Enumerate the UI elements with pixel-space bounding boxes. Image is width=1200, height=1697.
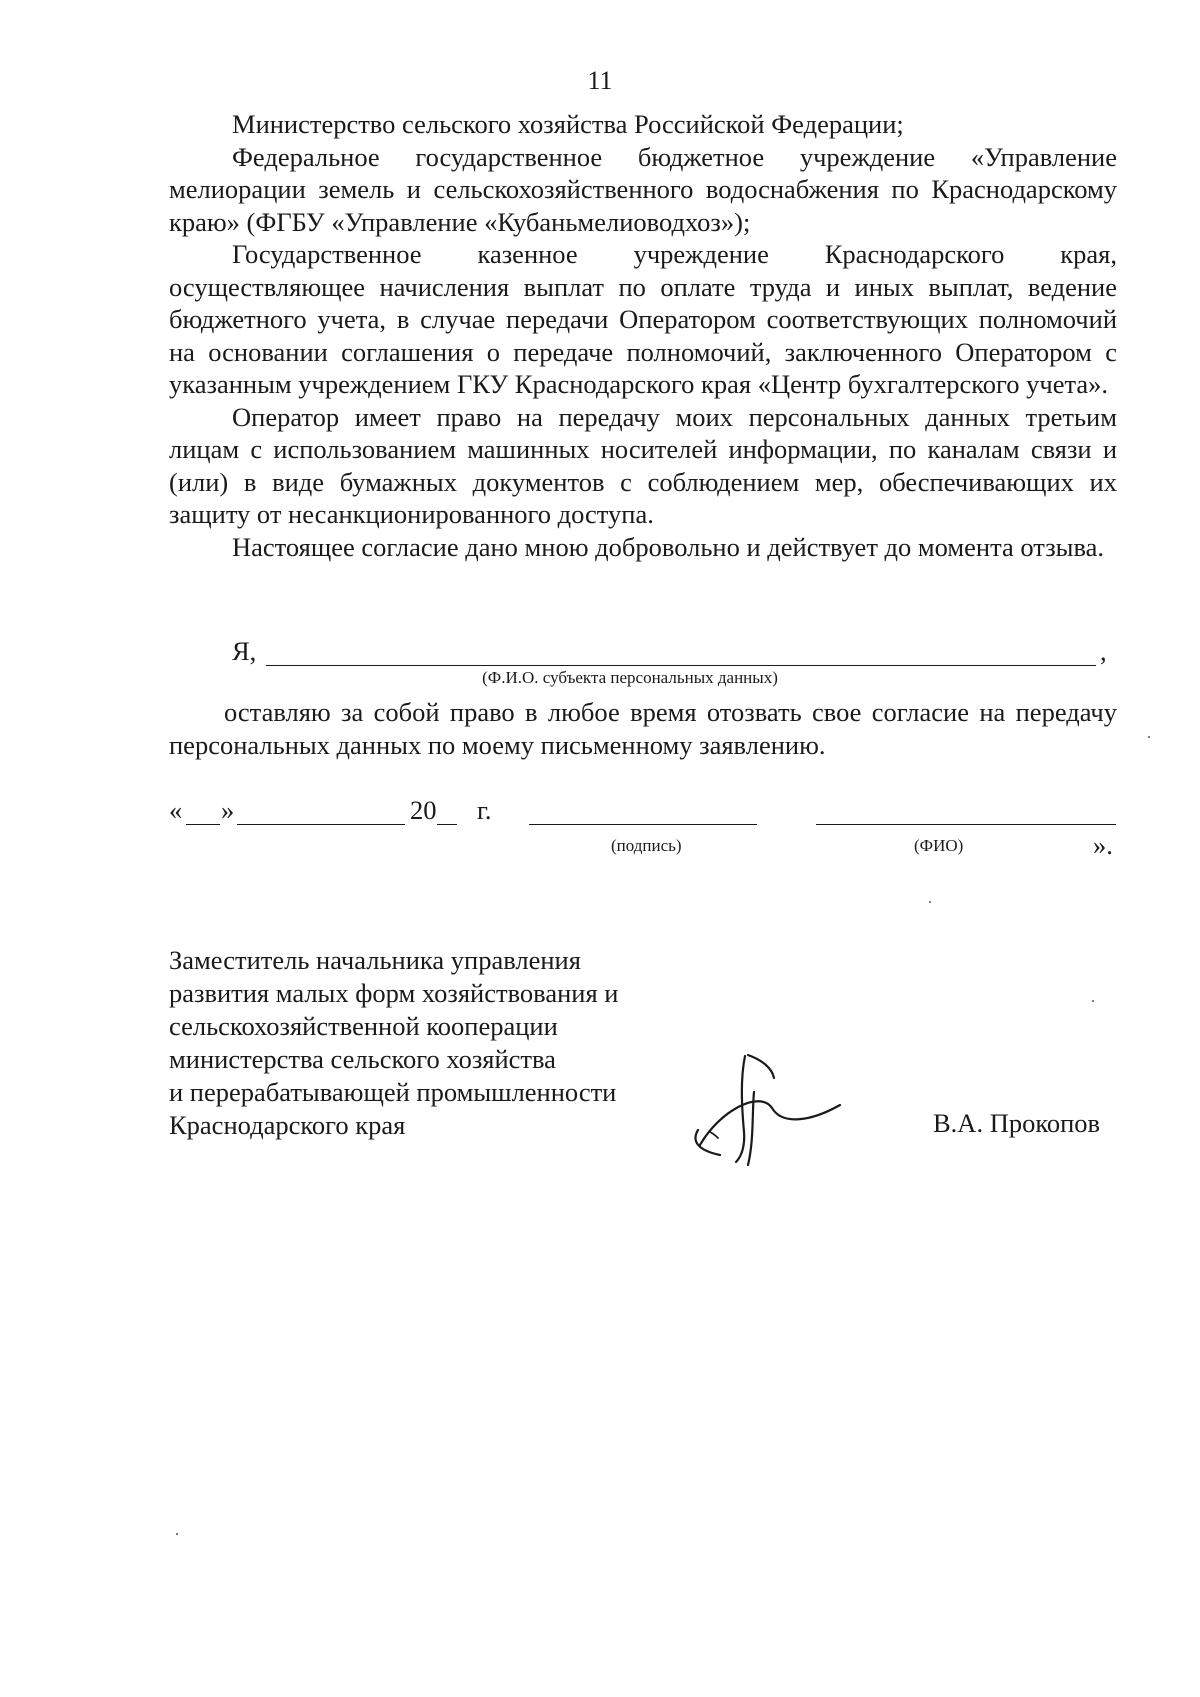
signer-position-line: сельскохозяйственной кооперации <box>169 1011 558 1041</box>
signer-name: В.А. Прокопов <box>933 1108 1101 1138</box>
scan-speck <box>1092 1000 1094 1002</box>
signer-position-line: Заместитель начальника управления <box>169 945 581 975</box>
ya-suffix: , <box>1100 636 1107 666</box>
signer-position-line: развития малых форм хозяйствования и <box>169 978 619 1008</box>
scan-speck <box>176 1533 178 1535</box>
subject-name-caption: (Ф.И.О. субъекта персональных данных) <box>482 668 778 687</box>
date-open-quote: « <box>169 795 183 825</box>
scan-speck <box>1148 736 1150 738</box>
page-number: 11 <box>587 66 613 95</box>
subject-name-line <box>232 636 1112 670</box>
year-prefix: 20 <box>410 795 437 825</box>
subject-name-blank[interactable] <box>266 665 1096 666</box>
paragraph-operator-rights: Оператор имеет право на передачу моих персональных данных третьим лицам с использованием машинных носителей информации, по каналам связи и (или) в виде бумажных документов с соблюдением мер, обеспечивающих их защиту от несанкционированного доступа. <box>169 401 1117 529</box>
signer-position-line: Краснодарского края <box>169 1110 406 1140</box>
signature-caption: (подпись) <box>611 836 682 855</box>
handwritten-signature <box>690 1050 850 1170</box>
paragraph-reserve-right: оставляю за собой право в любое время отозвать свое согласие на передачу персональных данных по моему письменному заявлению. <box>169 697 1117 760</box>
fio-blank[interactable] <box>816 824 1116 825</box>
year-suffix: г. <box>477 795 492 825</box>
paragraph-fgbu: Федеральное государственное бюджетное учреждение «Управление мелиорации земель и сельскохозяйственного водоснабжения по Краснодарскому краю» (ФГБУ «Управление «Кубаньмелиоводхоз»); <box>169 141 1117 237</box>
month-blank[interactable] <box>237 824 405 825</box>
date-signature-line <box>169 795 1119 835</box>
year-blank[interactable] <box>437 824 457 825</box>
paragraph-gku: Государственное казенное учреждение Краснодарского края, осуществляющее начисления выплат по оплате труда и иных выплат, ведение бюджетного учета, в случае передачи Оператором соответствующих полномочий на основании соглашения о передаче полномочий, заключенного Оператором с указанным учреждением ГКУ Краснодарского края «Центр бухгалтерского учета». <box>169 239 1117 399</box>
signer-position <box>169 944 618 1142</box>
consent-body <box>169 108 1117 563</box>
signer-position-line: министерства сельского хозяйства <box>169 1044 556 1074</box>
ya-prefix: Я, <box>232 636 257 666</box>
fio-caption: (ФИО) <box>914 836 964 855</box>
closing-quote: ». <box>1093 830 1113 860</box>
signature-blank[interactable] <box>529 824 757 825</box>
reserve-right-block <box>169 696 1117 762</box>
signer-position-line: и перерабатывающей промышленности <box>169 1077 617 1107</box>
paragraph-voluntary-consent: Настоящее согласие дано мною добровольно и действует до момента отзыва. <box>232 531 1105 562</box>
paragraph-ministry: Министерство сельского хозяйства Российской Федерации; <box>232 109 904 139</box>
scan-speck <box>929 901 931 903</box>
day-blank[interactable] <box>186 824 220 825</box>
date-close-quote: » <box>221 795 235 825</box>
